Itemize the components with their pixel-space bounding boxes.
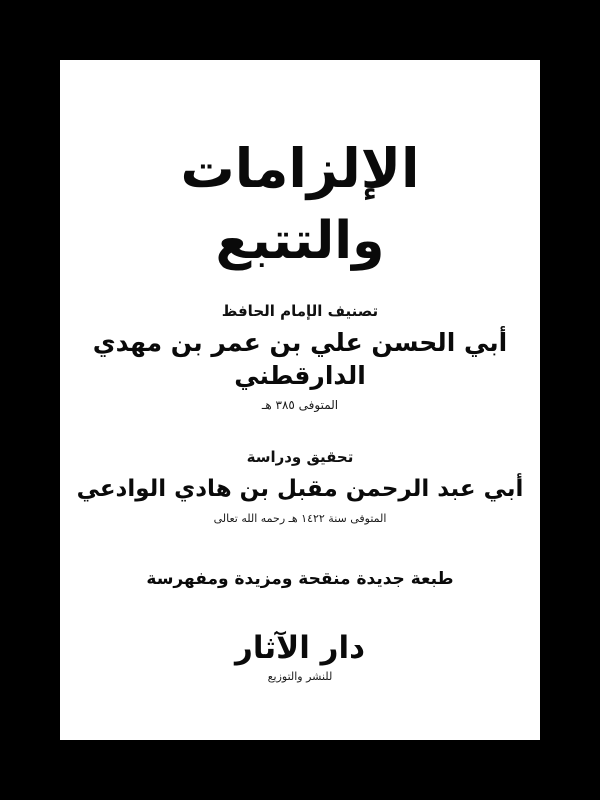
book-title-line-2: والتتبع <box>215 211 385 272</box>
publisher-subtitle: للنشر والتوزيع <box>267 670 333 684</box>
editor-death-date: المتوفى سنة ١٤٢٢ هـ رحمه الله تعالى <box>213 512 387 526</box>
book-title <box>180 138 419 276</box>
editor-section <box>77 448 524 525</box>
book-title-line-1: الإلزامات <box>180 137 420 200</box>
author-section <box>60 302 540 412</box>
author-death-date: المتوفى ٣٨٥ هـ <box>261 398 339 413</box>
publisher-name: دار الآثار <box>234 630 365 667</box>
book-cover-page <box>60 60 540 740</box>
editor-name: أبي عبد الرحمن مقبل بن هادي الوادعي <box>76 476 524 503</box>
publisher-section <box>235 631 365 683</box>
edition-note: طبعة جديدة منقحة ومزيدة ومفهرسة <box>146 569 454 590</box>
author-prefix: تصنيف الإمام الحافظ <box>221 302 379 321</box>
author-name: أبي الحسن علي بن عمر بن مهدي الدارقطني <box>92 328 508 390</box>
editor-prefix: تحقيق ودراسة <box>246 448 354 467</box>
